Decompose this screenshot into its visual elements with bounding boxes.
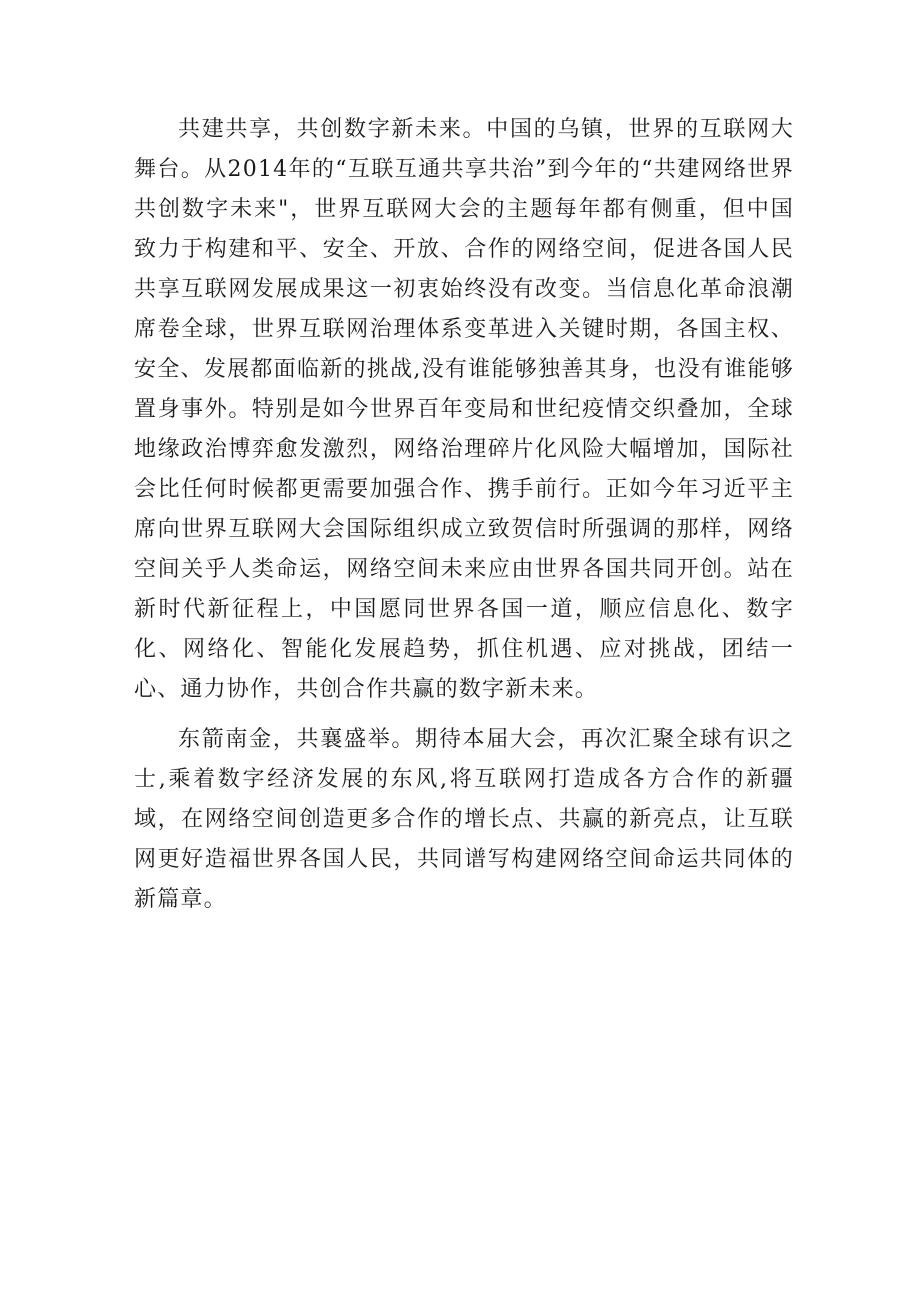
paragraph-conference-outlook: 东箭南金，共襄盛举。期待本届大会，再次汇聚全球有识之士,乘着数字经济发展的东风,将互联网打造成各方合作的新疆域，在网络空间创造更多合作的增长点、共赢的新亮点，让互联网更好造福世界各国人民，共同谱写构建网络空间命运共同体的新篇章。 [134, 727, 794, 912]
paragraph-shared-digital-future: 共建共享，共创数字新未来。中国的乌镇，世界的互联网大舞台。从2014年的“互联互通共享共治”到今年的“共建网络世界共创数字未来"，世界互联网大会的主题每年都有侧重，但中国致力于构建和平、安全、开放、合作的网络空间，促进各国人民共享互联网发展成果这一初衷始终没有改变。当信息化革命浪潮席卷全球，世界互联网治理体系变革进入关键时期，各国主权、安全、发展都面临新的挑战,没有谁能够独善其身，也没有谁能够置身事外。特别是如今世界百年变局和世纪疫情交织叠加，全球地缘政治博弈愈发激烈，网络治理碎片化风险大幅增加，国际社会比任何时候都更需要加强合作、携手前行。正如今年习近平主席向世界互联网大会国际组织成立致贺信时所强调的那样，网络空间关乎人类命运，网络空间未来应由世界各国共同开创。站在新时代新征程上，中国愿同世界各国一道，顺应信息化、数字化、网络化、智能化发展趋势，抓住机遇、应对挑战，团结一心、通力协作，共创合作共赢的数字新未来。 [134, 117, 794, 702]
document-body [134, 110, 794, 920]
